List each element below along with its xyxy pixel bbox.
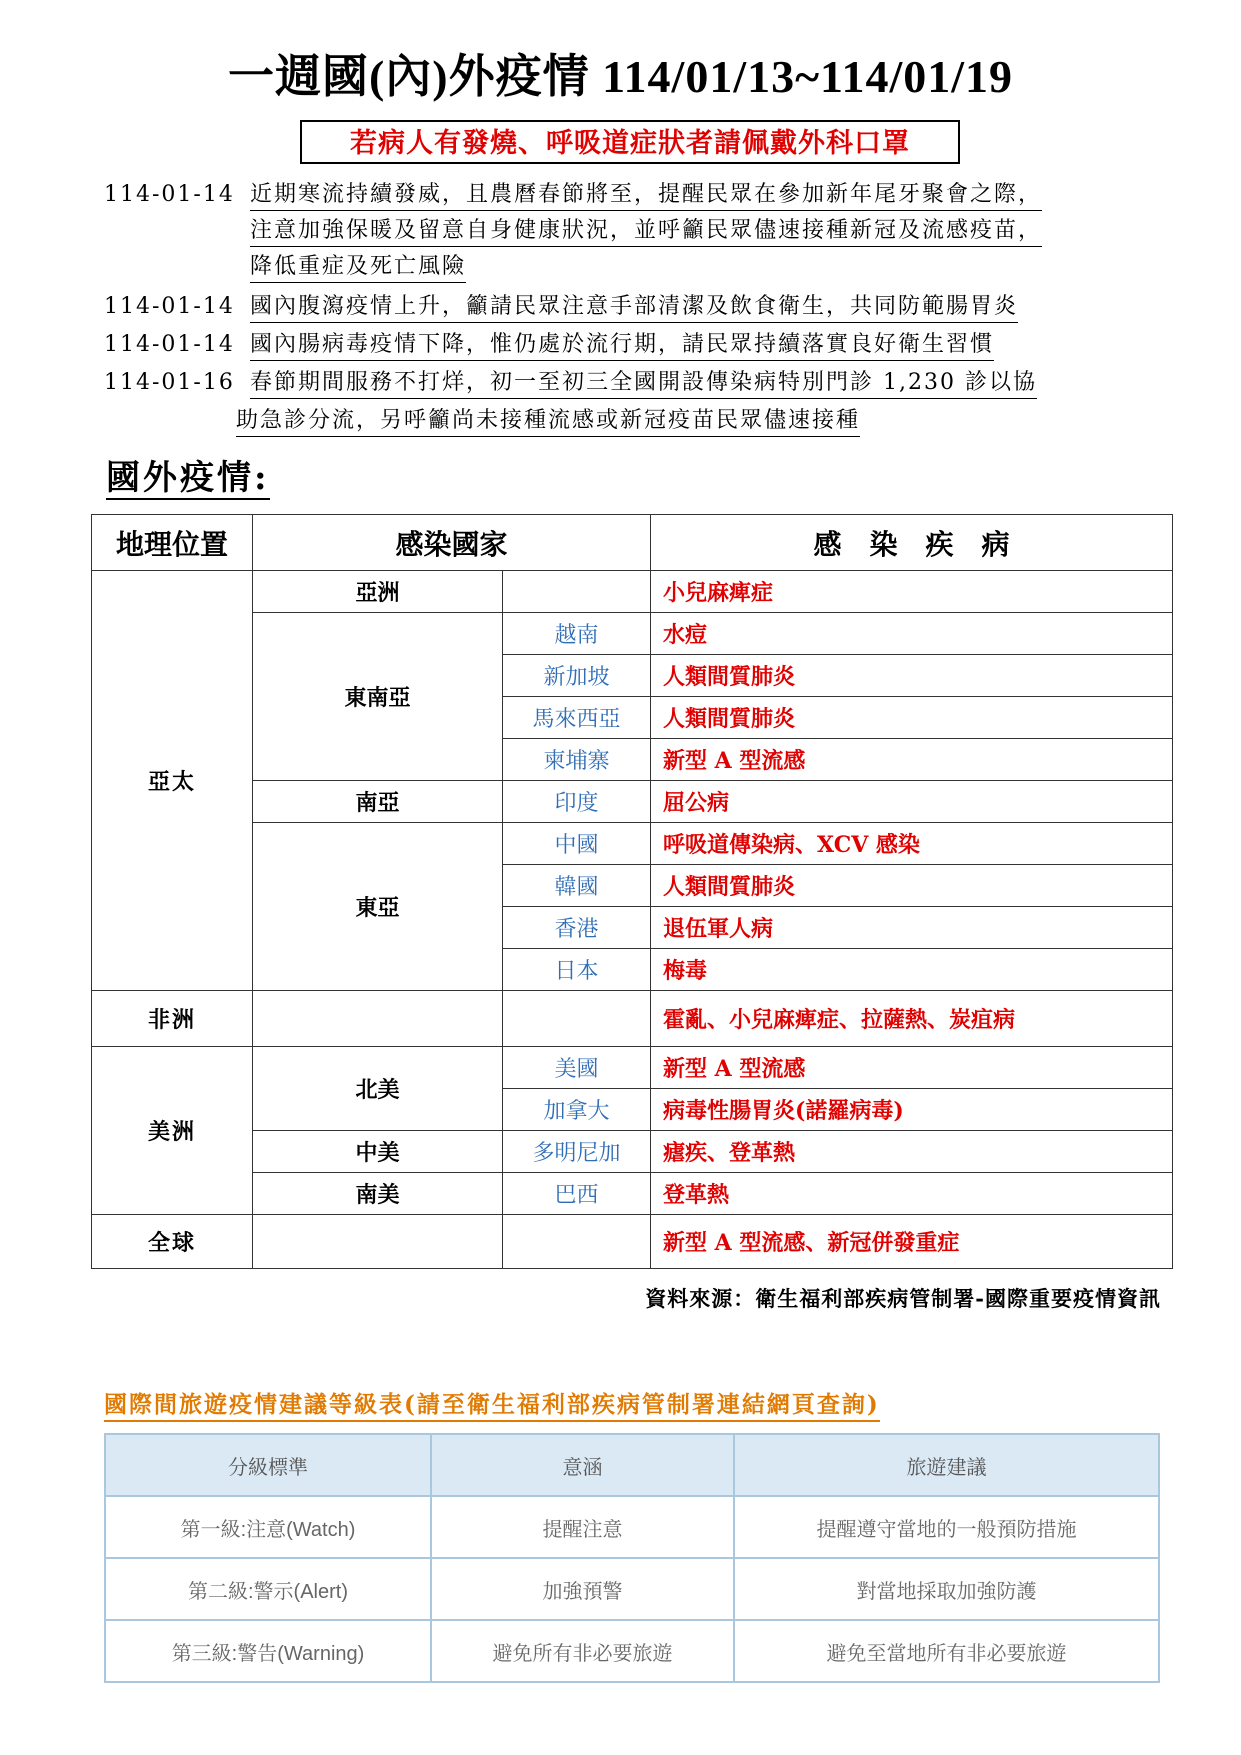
news-line: 降低重症及死亡風險 — [250, 252, 466, 283]
country-cell — [503, 1215, 651, 1269]
table-row — [92, 781, 1173, 823]
travel-advice: 避免至當地所有非必要旅遊 — [734, 1620, 1159, 1682]
geo-cell: 美洲 — [92, 1047, 253, 1215]
country-cell: 巴西 — [503, 1173, 651, 1215]
country-cell: 越南 — [503, 613, 651, 655]
country-cell: 韓國 — [503, 865, 651, 907]
country-cell: 加拿大 — [503, 1089, 651, 1131]
travel-header: 意涵 — [431, 1434, 734, 1496]
region-cell: 亞洲 — [253, 571, 503, 613]
disease-cell: 新型 A 型流感 — [651, 739, 1173, 781]
region-cell: 中美 — [253, 1131, 503, 1173]
source-note: 資料來源：衛生福利部疾病管制署-國際重要疫情資訊 — [645, 1286, 1161, 1311]
travel-meaning: 加強預警 — [431, 1558, 734, 1620]
region-cell: 南亞 — [253, 781, 503, 823]
travel-level: 第三級:警告(Warning) — [105, 1620, 431, 1682]
news-line: 注意加強保暖及留意自身健康狀況，並呼籲民眾儘速接種新冠及流感疫苗， — [250, 216, 1042, 247]
geo-cell: 非洲 — [92, 991, 253, 1047]
table-row — [92, 613, 1173, 655]
disease-cell: 霍亂、小兒麻痺症、拉薩熱、炭疽病 — [651, 991, 1173, 1047]
disease-cell: 水痘 — [651, 613, 1173, 655]
travel-level: 第二級:警示(Alert) — [105, 1558, 431, 1620]
disease-cell: 退伍軍人病 — [651, 907, 1173, 949]
disease-cell: 人類間質肺炎 — [651, 865, 1173, 907]
disease-cell: 新型 A 型流感、新冠併發重症 — [651, 1215, 1173, 1269]
table-row — [105, 1496, 1159, 1558]
news-line: 國內腸病毒疫情下降，惟仍處於流行期，請民眾持續落實良好衛生習慣 — [250, 330, 994, 361]
region-cell — [253, 991, 503, 1047]
disease-cell: 呼吸道傳染病、XCV 感染 — [651, 823, 1173, 865]
news-date: 114-01-14 — [104, 332, 235, 357]
disease-cell: 人類間質肺炎 — [651, 655, 1173, 697]
country-cell: 柬埔寨 — [503, 739, 651, 781]
region-cell: 東亞 — [253, 823, 503, 991]
news-line: 春節期間服務不打烊，初一至初三全國開設傳染病特別門診 1,230 診以協 — [250, 368, 1037, 399]
header-geo: 地理位置 — [92, 515, 253, 571]
mask-warning: 若病人有發燒、呼吸道症狀者請佩戴外科口罩 — [300, 120, 960, 164]
travel-advice: 提醒遵守當地的一般預防措施 — [734, 1496, 1159, 1558]
news-line: 國內腹瀉疫情上升，籲請民眾注意手部清潔及飲食衛生，共同防範腸胃炎 — [250, 292, 1018, 323]
country-cell: 多明尼加 — [503, 1131, 651, 1173]
news-date: 114-01-14 — [104, 182, 235, 207]
country-cell: 印度 — [503, 781, 651, 823]
page-title: 一週國(內)外疫情 114/01/13~114/01/19 — [227, 51, 1014, 102]
country-cell — [503, 571, 651, 613]
header-country: 感染國家 — [253, 515, 651, 571]
disease-cell: 瘧疾、登革熱 — [651, 1131, 1173, 1173]
table-row — [92, 1215, 1173, 1269]
travel-meaning: 避免所有非必要旅遊 — [431, 1620, 734, 1682]
table-row — [92, 1131, 1173, 1173]
disease-cell: 梅毒 — [651, 949, 1173, 991]
table-row — [105, 1558, 1159, 1620]
geo-cell: 全球 — [92, 1215, 253, 1269]
country-cell — [503, 991, 651, 1047]
outbreak-table — [91, 514, 1173, 1269]
country-cell: 日本 — [503, 949, 651, 991]
table-row — [92, 571, 1173, 613]
table-row — [92, 1047, 1173, 1089]
disease-cell: 登革熱 — [651, 1173, 1173, 1215]
news-line: 近期寒流持續發威，且農曆春節將至，提醒民眾在參加新年尾牙聚會之際， — [250, 180, 1042, 211]
news-date: 114-01-16 — [104, 370, 235, 395]
country-cell: 香港 — [503, 907, 651, 949]
travel-meaning: 提醒注意 — [431, 1496, 734, 1558]
travel-level-table — [104, 1433, 1160, 1683]
disease-cell: 人類間質肺炎 — [651, 697, 1173, 739]
region-cell: 南美 — [253, 1173, 503, 1215]
travel-level: 第一級:注意(Watch) — [105, 1496, 431, 1558]
travel-advisory-link[interactable]: 國際間旅遊疫情建議等級表(請至衛生福利部疾病管制署連結網頁查詢) — [104, 1390, 880, 1422]
disease-cell: 屈公病 — [651, 781, 1173, 823]
geo-cell: 亞太 — [92, 571, 253, 991]
country-cell: 新加坡 — [503, 655, 651, 697]
news-date: 114-01-14 — [104, 294, 235, 319]
region-cell — [253, 1215, 503, 1269]
travel-header: 旅遊建議 — [734, 1434, 1159, 1496]
table-row — [92, 1173, 1173, 1215]
country-cell: 中國 — [503, 823, 651, 865]
region-cell: 北美 — [253, 1047, 503, 1131]
region-cell: 東南亞 — [253, 613, 503, 781]
news-line: 助急診分流，另呼籲尚未接種流感或新冠疫苗民眾儘速接種 — [236, 406, 860, 437]
header-disease: 感 染 疾 病 — [651, 515, 1173, 571]
country-cell: 美國 — [503, 1047, 651, 1089]
section-title: 國外疫情: — [106, 458, 270, 498]
disease-cell: 小兒麻痺症 — [651, 571, 1173, 613]
table-row — [92, 823, 1173, 865]
travel-header: 分級標準 — [105, 1434, 431, 1496]
table-row — [92, 991, 1173, 1047]
travel-advice: 對當地採取加強防護 — [734, 1558, 1159, 1620]
country-cell: 馬來西亞 — [503, 697, 651, 739]
disease-cell: 病毒性腸胃炎(諾羅病毒) — [651, 1089, 1173, 1131]
table-row — [105, 1620, 1159, 1682]
disease-cell: 新型 A 型流感 — [651, 1047, 1173, 1089]
